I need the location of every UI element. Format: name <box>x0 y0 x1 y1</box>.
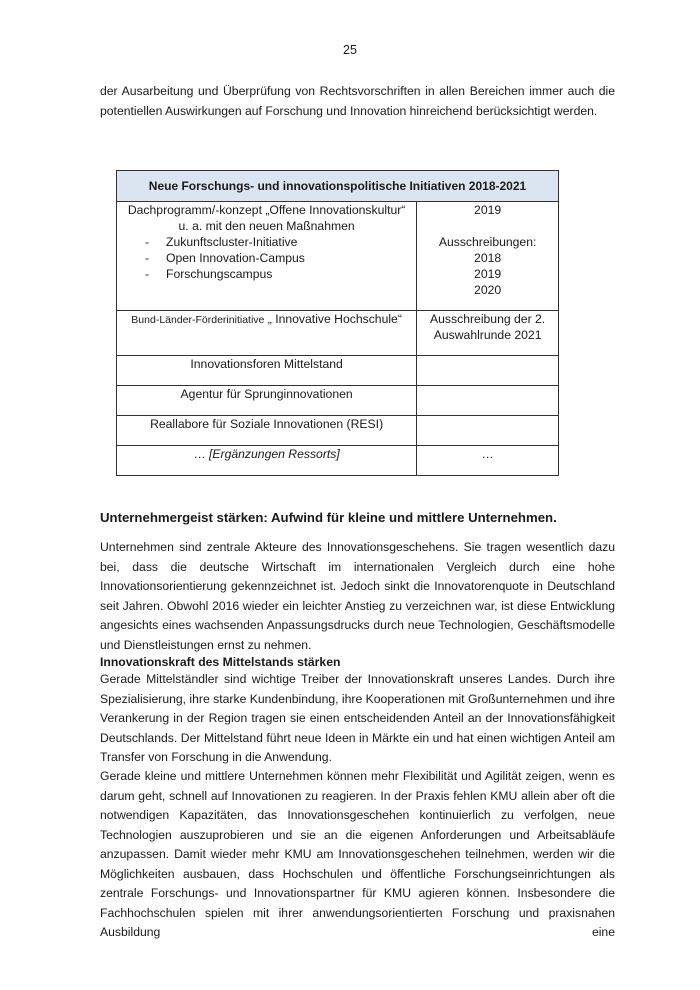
list-item: - Forschungscampus <box>145 266 416 282</box>
initiative-name: „ Innovative Hochschule“ <box>267 312 402 326</box>
list-item: - Open Innovation-Campus <box>145 250 416 266</box>
initiative-cell <box>117 202 417 311</box>
years-cell <box>417 202 559 311</box>
status-cell <box>417 416 559 446</box>
ellipsis: … <box>193 447 206 461</box>
list-item: - Zukunftscluster-Initiative <box>145 234 416 250</box>
body-paragraph: Gerade kleine und mittlere Unternehmen können mehr Flexibilität und Agilität zeigen, wenn es darum geht, schnell auf Innovationen zu reagieren. In der Praxis fehlen KMU allein aber oft die notwendigen Kapazitäten, das Innovationsgeschehen kontinuierlich zu verfolgen, neue Technologien auszuprobieren und sie an die eigenen Anforderungen und Arbeitsabläufe anzupassen. Damit wieder mehr KMU am Innovationsgeschehen teilnehmen, werden wir die Möglichkeiten ausbauen, dass Hochschulen und öffentliche Forschungseinrichtungen als zentrale Forschungs- und Innovationspartner für KMU agieren können. Insbesondere die Fachhochschulen spielen mit ihrer anwendungsorientierten Forschung und praxisnahen Ausbildung eine <box>100 769 615 939</box>
table-row <box>117 202 559 311</box>
table-row <box>117 446 559 476</box>
initiative-cell <box>117 446 417 476</box>
call-year: 2020 <box>474 283 502 297</box>
calls-label: Ausschreibungen: <box>438 235 537 249</box>
intro-paragraph: der Ausarbeitung und Überprüfung von Rechtsvorschriften in allen Bereichen immer auch die potentiellen Auswirkungen auf Forschung und Innovation hinreichend berücksichtigt werden. <box>100 84 615 118</box>
page-number: 25 <box>343 43 357 57</box>
table-header: Neue Forschungs- und innovationspolitische Initiativen 2018-2021 <box>117 171 559 202</box>
status-cell <box>417 356 559 386</box>
status-line: Auswahlrunde 2021 <box>433 328 542 342</box>
status-cell <box>417 311 559 356</box>
initiative-subtitle: u. a. mit den neuen Maßnahmen <box>178 219 355 233</box>
call-year: 2019 <box>474 267 502 281</box>
table-row <box>117 311 559 356</box>
subheading: Innovationskraft des Mittelstands stärken <box>100 655 341 669</box>
table-row <box>117 356 559 386</box>
body-paragraph: Unternehmen sind zentrale Akteure des Innovationsgeschehens. Sie tragen wesentlich dazu bei, dass die deutsche Wirtschaft im internationalen Vergleich durch eine hohe Innovationsorientierung gekennzeichnet ist. Jedoch sinkt die Innovatorenquote in Deutschland seit Jahren. Obwohl 2016 wieder ein leichter Anstieg zu verzeichnen war, ist diese Entwicklung angesichts eines wachsenden Anpassungsdrucks durch neue Technologien, Geschäftsmodelle und Dienstleistungen ernst zu nehmen. <box>100 540 615 652</box>
table-row <box>117 386 559 416</box>
initiative-name: [Ergänzungen Ressorts] <box>209 447 340 461</box>
initiatives-table <box>116 170 559 476</box>
initiative-name: Reallabore für Soziale Innovationen (RESI) <box>117 416 417 446</box>
section-heading: Unternehmergeist stärken: Aufwind für kleine und mittlere Unternehmen. <box>100 510 557 525</box>
call-year: 2018 <box>474 251 502 265</box>
year: 2019 <box>474 203 502 217</box>
initiative-name: Agentur für Sprunginnovationen <box>117 386 417 416</box>
initiative-cell <box>117 311 417 356</box>
body-paragraph: Gerade Mittelständler sind wichtige Treiber der Innovationskraft unseres Landes. Durch ihre Spezialisierung, ihre starke Kundenbindung, ihre Kooperationen mit Großunternehmen und ihre Verankerung in der Region tragen sie einen entscheidenden Anteil an der Innovationsfähigkeit Deutschlands. Der Mittelstand führt neue Ideen in Märkte ein und hat einen wichtigen Anteil am Transfer von Forschung in die Anwendung. <box>100 672 615 764</box>
initiative-title: Dachprogramm/-konzept „Offene Innovationskultur“ <box>127 203 406 217</box>
status-line: Ausschreibung der 2. <box>430 312 546 326</box>
status-cell: … <box>417 446 559 476</box>
initiative-name: Innovationsforen Mittelstand <box>117 356 417 386</box>
initiative-prefix: Bund-Länder-Förderinitiative <box>131 314 265 326</box>
status-cell <box>417 386 559 416</box>
measure-list <box>117 234 416 282</box>
table-row <box>117 416 559 446</box>
